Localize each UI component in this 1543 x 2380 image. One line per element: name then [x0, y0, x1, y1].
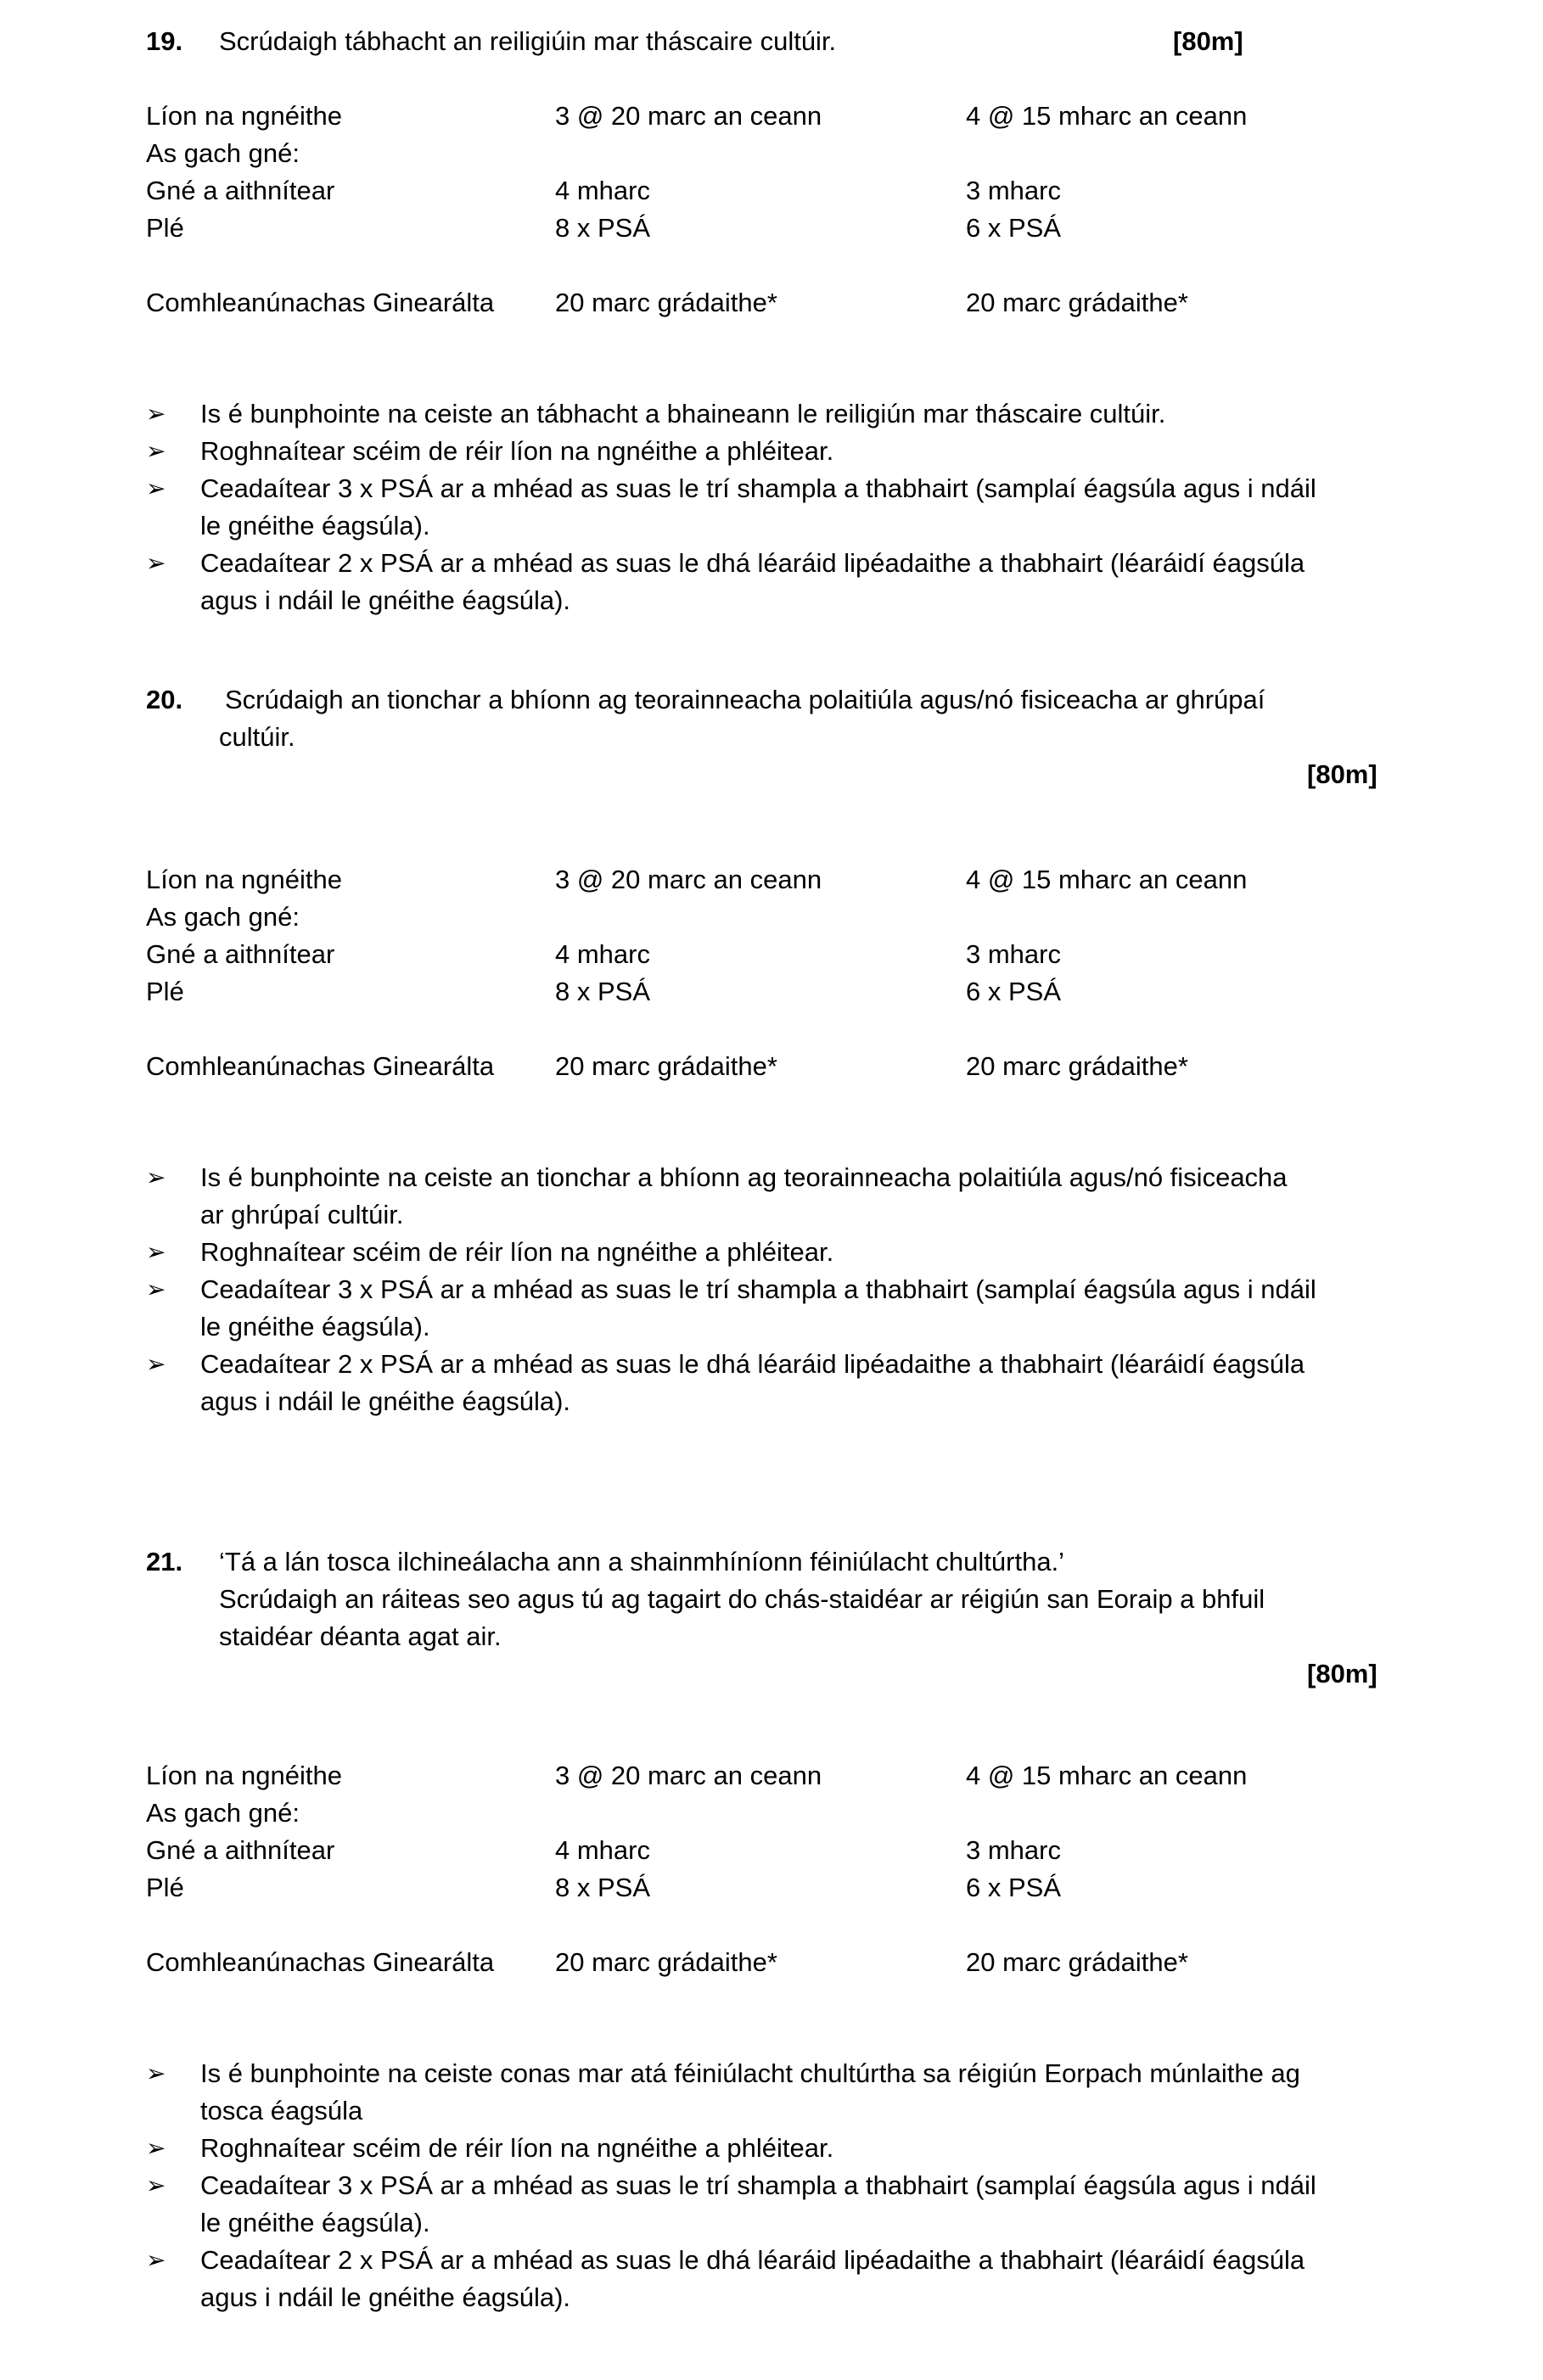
- guidance-item: Ceadaítear 3 x PSÁ ar a mhéad as suas le trí shampla a thabhairt (samplaí éagsúla agus i ndáil: [200, 473, 1316, 503]
- scheme-label: Gné a aithnítear: [146, 939, 335, 969]
- arrow-bullet-icon: ➢: [146, 2247, 166, 2273]
- scheme-option-a: 3 @ 20 marc an ceann: [555, 1761, 822, 1790]
- scheme-label: Comhleanúnachas Ginearálta: [146, 1051, 495, 1081]
- question-marks: [80m]: [1307, 759, 1377, 789]
- scheme-option-a: 3 @ 20 marc an ceann: [555, 865, 822, 894]
- guidance-item: Roghnaítear scéim de réir líon na ngnéithe a phléitear.: [200, 436, 834, 466]
- question-number: 21.: [146, 1547, 183, 1576]
- scheme-label: Líon na ngnéithe: [146, 865, 342, 894]
- guidance-item: Is é bunphointe na ceiste an tábhacht a bhaineann le reiligiún mar tháscaire cultúir.: [200, 399, 1166, 428]
- question-text: Scrúdaigh tábhacht an reiligiúin mar tháscaire cultúir.: [219, 26, 837, 56]
- question-text-continued: Scrúdaigh an ráiteas seo agus tú ag tagairt do chás-staidéar ar réigiún san Eoraip a bhfuil: [219, 1584, 1265, 1614]
- scheme-option-a: 3 @ 20 marc an ceann: [555, 101, 822, 131]
- arrow-bullet-icon: ➢: [146, 400, 166, 427]
- guidance-item: Roghnaítear scéim de réir líon na ngnéithe a phléitear.: [200, 2133, 834, 2163]
- scheme-option-a: 4 mharc: [555, 176, 650, 205]
- question-number: 20.: [146, 685, 183, 714]
- scheme-label: Plé: [146, 213, 184, 243]
- guidance-item-continued: ar ghrúpaí cultúir.: [200, 1200, 404, 1229]
- scheme-option-a: 4 mharc: [555, 939, 650, 969]
- scheme-option-b: 3 mharc: [966, 939, 1061, 969]
- question-text-continued: cultúir.: [219, 722, 295, 752]
- scheme-option-b: 4 @ 15 mharc an ceann: [966, 101, 1248, 131]
- scheme-label: Líon na ngnéithe: [146, 1761, 342, 1790]
- guidance-item: Ceadaítear 3 x PSÁ ar a mhéad as suas le trí shampla a thabhairt (samplaí éagsúla agus i ndáil: [200, 2170, 1316, 2200]
- arrow-bullet-icon: ➢: [146, 2060, 166, 2086]
- guidance-item-continued: tosca éagsúla: [200, 2096, 363, 2125]
- scheme-option-b: 4 @ 15 mharc an ceann: [966, 1761, 1248, 1790]
- guidance-item: Ceadaítear 2 x PSÁ ar a mhéad as suas le dhá léaráid lipéadaithe a thabhairt (léaráidí éagsúla: [200, 2245, 1305, 2275]
- guidance-item-continued: le gnéithe éagsúla).: [200, 511, 430, 540]
- guidance-item: Is é bunphointe na ceiste conas mar atá féiniúlacht chultúrtha sa réigiún Eorpach múnlaithe ag: [200, 2058, 1300, 2088]
- scheme-option-b: 4 @ 15 mharc an ceann: [966, 865, 1248, 894]
- question-marks: [80m]: [1173, 26, 1243, 56]
- guidance-item-continued: le gnéithe éagsúla).: [200, 2208, 430, 2237]
- scheme-option-a: 8 x PSÁ: [555, 213, 650, 243]
- question-marks: [80m]: [1307, 1659, 1377, 1688]
- guidance-item: Ceadaítear 3 x PSÁ ar a mhéad as suas le trí shampla a thabhairt (samplaí éagsúla agus i ndáil: [200, 1274, 1316, 1304]
- scheme-label: Gné a aithnítear: [146, 1835, 335, 1865]
- guidance-item: Is é bunphointe na ceiste an tionchar a bhíonn ag teorainneacha polaitiúla agus/nó fisiceacha: [200, 1162, 1288, 1192]
- question-text-continued: staidéar déanta agat air.: [219, 1621, 502, 1651]
- guidance-item: Roghnaítear scéim de réir líon na ngnéithe a phléitear.: [200, 1237, 834, 1267]
- guidance-item-continued: le gnéithe éagsúla).: [200, 1312, 430, 1341]
- arrow-bullet-icon: ➢: [146, 475, 166, 501]
- arrow-bullet-icon: ➢: [146, 2135, 166, 2161]
- question-number: 19.: [146, 26, 183, 56]
- scheme-label: Plé: [146, 1873, 184, 1902]
- arrow-bullet-icon: ➢: [146, 438, 166, 464]
- scheme-option-a: 20 marc grádaithe*: [555, 1947, 777, 1977]
- guidance-item-continued: agus i ndáil le gnéithe éagsúla).: [200, 1386, 571, 1416]
- scheme-option-a: 8 x PSÁ: [555, 1873, 650, 1902]
- scheme-label: Líon na ngnéithe: [146, 101, 342, 131]
- scheme-label: Gné a aithnítear: [146, 176, 335, 205]
- arrow-bullet-icon: ➢: [146, 1276, 166, 1302]
- guidance-item: Ceadaítear 2 x PSÁ ar a mhéad as suas le dhá léaráid lipéadaithe a thabhairt (léaráidí éagsúla: [200, 1349, 1305, 1379]
- scheme-option-b: 20 marc grádaithe*: [966, 1947, 1188, 1977]
- question-text: ‘Tá a lán tosca ilchineálacha ann a shainmhíníonn féiniúlacht chultúrtha.’: [219, 1547, 1065, 1576]
- arrow-bullet-icon: ➢: [146, 1164, 166, 1190]
- guidance-item-continued: agus i ndáil le gnéithe éagsúla).: [200, 585, 571, 615]
- arrow-bullet-icon: ➢: [146, 1351, 166, 1377]
- scheme-option-b: 20 marc grádaithe*: [966, 1051, 1188, 1081]
- arrow-bullet-icon: ➢: [146, 2172, 166, 2198]
- scheme-label: Plé: [146, 977, 184, 1006]
- arrow-bullet-icon: ➢: [146, 550, 166, 576]
- scheme-label: Comhleanúnachas Ginearálta: [146, 1947, 495, 1977]
- scheme-label: Comhleanúnachas Ginearálta: [146, 288, 495, 317]
- scheme-option-a: 8 x PSÁ: [555, 977, 650, 1006]
- arrow-bullet-icon: ➢: [146, 1239, 166, 1265]
- guidance-item: Ceadaítear 2 x PSÁ ar a mhéad as suas le dhá léaráid lipéadaithe a thabhairt (léaráidí éagsúla: [200, 548, 1305, 578]
- scheme-label: As gach gné:: [146, 138, 300, 168]
- scheme-label: As gach gné:: [146, 902, 300, 932]
- guidance-item-continued: agus i ndáil le gnéithe éagsúla).: [200, 2282, 571, 2312]
- scheme-option-b: 3 mharc: [966, 1835, 1061, 1865]
- question-text: Scrúdaigh an tionchar a bhíonn ag teorainneacha polaitiúla agus/nó fisiceacha ar ghrúpaí: [225, 685, 1265, 714]
- scheme-option-a: 4 mharc: [555, 1835, 650, 1865]
- scheme-option-b: 6 x PSÁ: [966, 213, 1061, 243]
- scheme-option-b: 20 marc grádaithe*: [966, 288, 1188, 317]
- scheme-option-b: 3 mharc: [966, 176, 1061, 205]
- scheme-option-b: 6 x PSÁ: [966, 1873, 1061, 1902]
- scheme-option-b: 6 x PSÁ: [966, 977, 1061, 1006]
- scheme-option-a: 20 marc grádaithe*: [555, 288, 777, 317]
- scheme-option-a: 20 marc grádaithe*: [555, 1051, 777, 1081]
- scheme-label: As gach gné:: [146, 1798, 300, 1828]
